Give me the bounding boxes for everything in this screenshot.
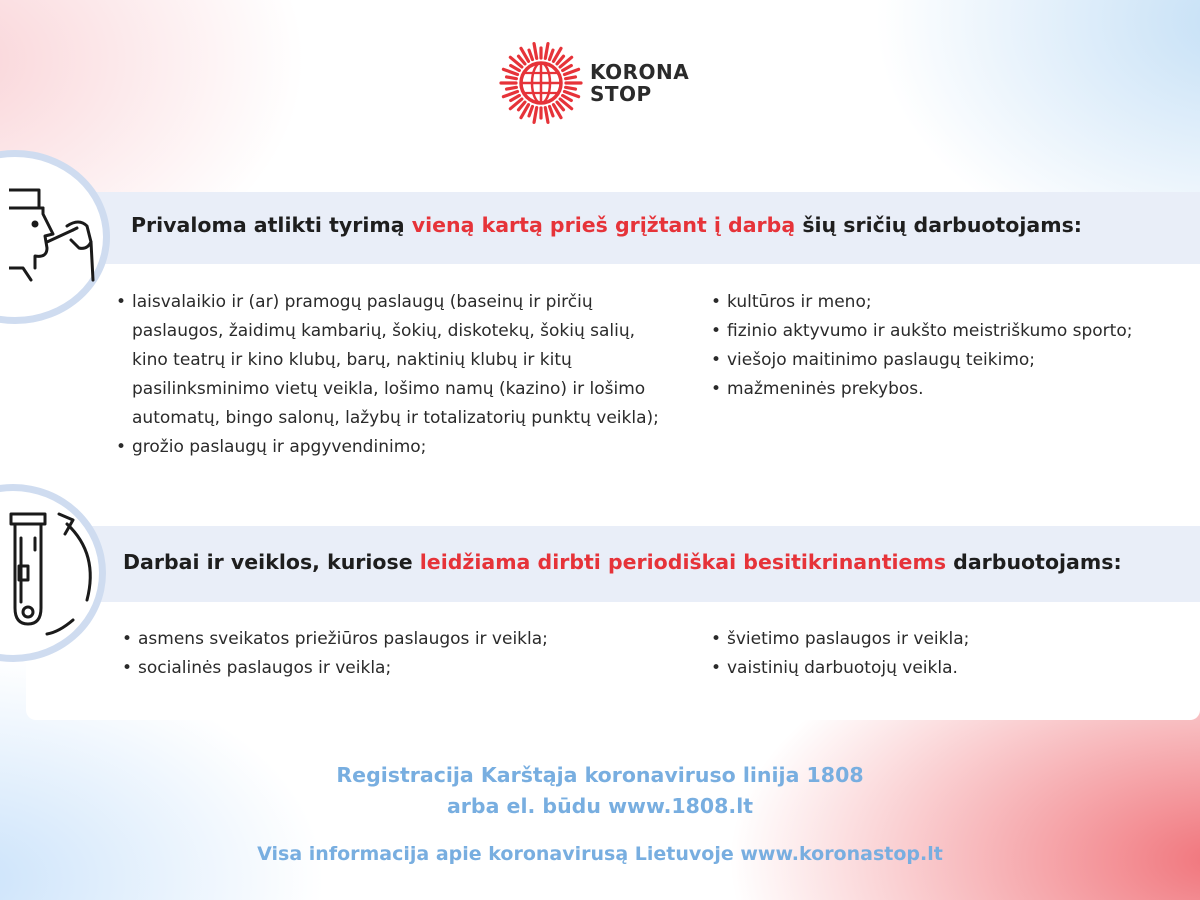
- logo-ray: [507, 87, 517, 89]
- nasal-swab-test-icon: [9, 150, 105, 310]
- section-1-right-list: [711, 288, 1200, 404]
- section-1-heading-tail: šių sričių darbuotojams:: [795, 213, 1083, 237]
- logo-ray: [503, 69, 517, 74]
- logo-ray: [566, 87, 576, 89]
- sun-globe-logo-icon: [498, 40, 584, 126]
- list-item: • mažmeninės prekybos.: [711, 375, 1200, 404]
- section-1-heading: [131, 213, 1082, 237]
- logo-ray: [550, 50, 553, 59]
- test-tube-cycle-icon: [7, 484, 103, 648]
- list-item: • vaistinių darbuotojų veikla.: [711, 654, 1200, 683]
- section-2-heading-highlight: leidžiama dirbti periodiškai besitikrinantiems: [419, 550, 947, 574]
- logo-ray: [557, 102, 563, 110]
- section-1-icon-circle: [0, 150, 110, 324]
- logo-ray: [519, 102, 525, 110]
- logo-ray: [550, 106, 553, 115]
- logo-ray: [503, 92, 517, 97]
- section-2-heading-tail: darbuotojams:: [946, 550, 1122, 574]
- registration-info: [0, 760, 1200, 822]
- logo-ray: [534, 108, 537, 123]
- logo-ray: [545, 108, 548, 123]
- logo-ray: [564, 69, 578, 74]
- logo-line-1: KORONA: [590, 60, 690, 84]
- section-2-heading-text: Darbai ir veiklos, kuriose: [123, 550, 420, 574]
- registration-line-1: Registracija Karštąja koronaviruso linija 1808: [336, 763, 864, 787]
- logo-ray: [529, 106, 532, 115]
- registration-line-2: arba el. būdu www.1808.lt: [446, 794, 754, 818]
- section-2-right-list: [711, 625, 1200, 683]
- logo-ray: [563, 96, 572, 101]
- logo-ray: [511, 96, 520, 101]
- section-2-icon-circle: [0, 484, 106, 662]
- section-2-left-list: [122, 625, 682, 683]
- logo-ray: [519, 56, 525, 64]
- logo-ray: [529, 50, 532, 59]
- list-item: • grožio paslaugų ir apgyvendinimo;: [116, 433, 676, 462]
- logo-ray: [511, 66, 520, 71]
- logo-ray: [564, 92, 578, 97]
- info-website-line: Visa informacija apie koronavirusą Lietuvoje www.koronastop.lt: [257, 843, 943, 865]
- list-item: • viešojo maitinimo paslaugų teikimo;: [711, 346, 1200, 375]
- list-item: • švietimo paslaugos ir veikla;: [711, 625, 1200, 654]
- korona-stop-logo: [498, 40, 689, 126]
- list-item: • laisvalaikio ir (ar) pramogų paslaugų (baseinų ir pirčių paslaugos, žaidimų kambarių, šokių, diskotekų, šokių salių, kino teatrų ir kino klubų, barų, naktinių klubų ir kitų pasilinksminimo vietų veikla, lošimo namų (kazino) ir lošimo automatų, bingo salonų, lažybų ir totalizatorių punktų veikla);: [116, 288, 676, 433]
- section-1-heading-highlight: vieną kartą prieš grįžtant į darbą: [411, 213, 796, 237]
- list-item: • kultūros ir meno;: [711, 288, 1200, 317]
- list-item: • socialinės paslaugos ir veikla;: [122, 654, 682, 683]
- list-item: • asmens sveikatos priežiūros paslaugos ir veikla;: [122, 625, 682, 654]
- logo-wordmark: [590, 61, 689, 105]
- logo-line-2: STOP: [590, 82, 652, 106]
- list-item: • fizinio aktyvumo ir aukšto meistriškumo sporto;: [711, 317, 1200, 346]
- logo-ray: [557, 56, 563, 64]
- section-1-left-list: [116, 288, 676, 462]
- logo-ray: [534, 44, 537, 59]
- section-2-heading: [123, 550, 1122, 574]
- section-1-heading-text: Privaloma atlikti tyrimą: [131, 213, 412, 237]
- logo-ray: [507, 77, 517, 79]
- logo-ray: [563, 66, 572, 71]
- logo-ray: [566, 77, 576, 79]
- logo-ray: [545, 44, 548, 59]
